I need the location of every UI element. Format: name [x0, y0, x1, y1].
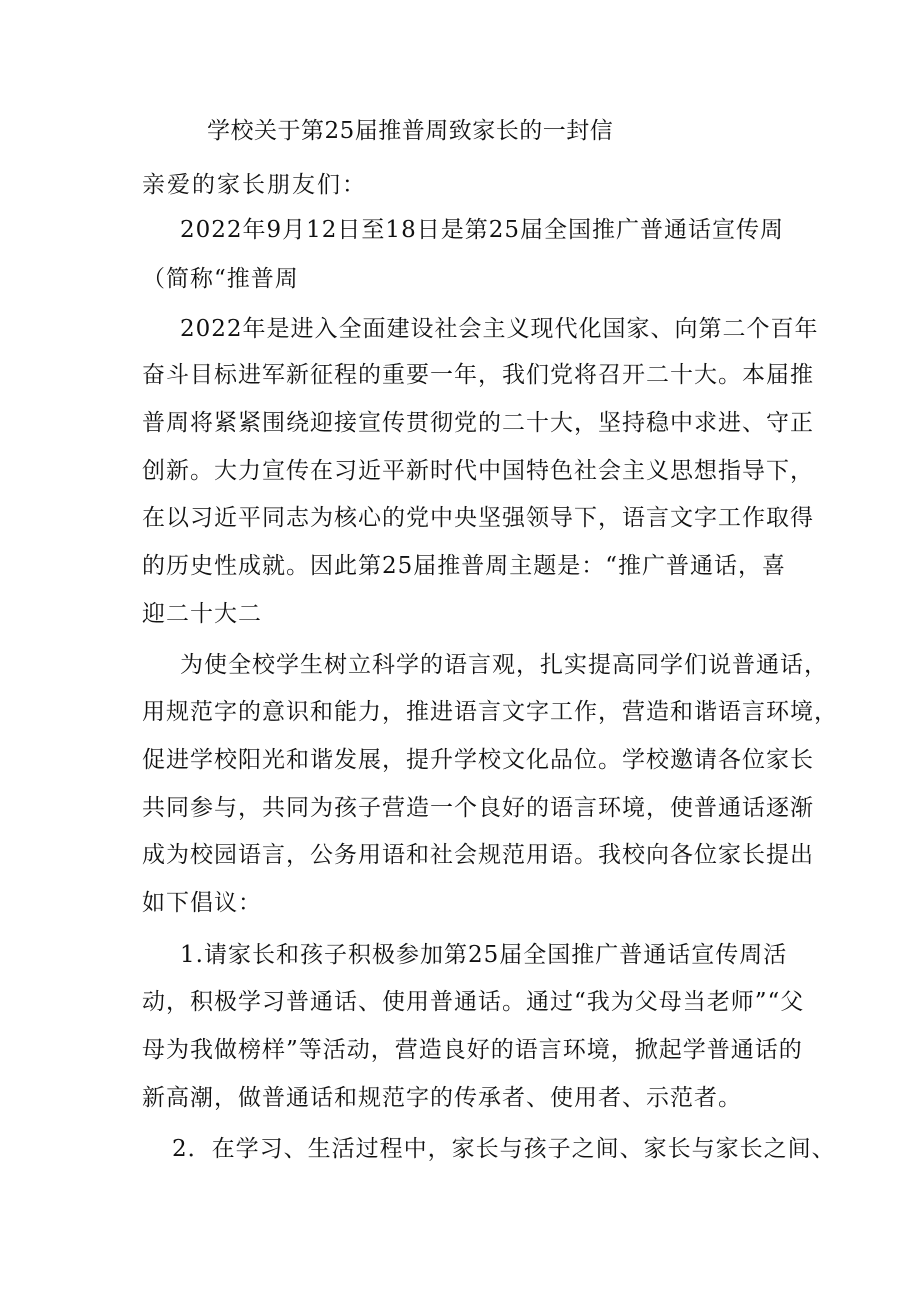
- paragraph-1-line-2: （简称“推普周: [142, 266, 299, 292]
- letter-title: 学校关于第25届推普周致家长的一封信: [207, 118, 614, 144]
- paragraph-3-line-6: 如下倡议：: [142, 890, 262, 916]
- paragraph-3-line-2: 用规范字的意识和能力，推进语言文字工作，营造和谐语言环境，: [142, 699, 838, 725]
- paragraph-2-line-7: 迎二十大二: [142, 601, 262, 627]
- greeting: 亲爱的家长朋友们：: [142, 172, 367, 198]
- paragraph-2-line-1: 2022年是进入全面建设社会主义现代化国家、向第二个百年: [180, 316, 819, 342]
- paragraph-4-line-2: 动，积极学习普通话、使用普通话。通过“我为父母当老师”“父: [142, 989, 805, 1015]
- paragraph-3-line-1: 为使全校学生树立科学的语言观，扎实提高同学们说普通话，: [180, 652, 828, 678]
- paragraph-4-line-3: 母为我做榜样”等活动，营造良好的语言环境，掀起学普通话的: [142, 1037, 803, 1063]
- paragraph-2-line-4: 创新。大力宣传在习近平新时代中国特色社会主义思想指导下，: [142, 458, 814, 484]
- paragraph-1-line-1: 2022年9月12日至18日是第25届全国推广普通话宣传周: [180, 217, 784, 243]
- paragraph-4-line-1: 1.请家长和孩子积极参加第25届全国推广普通话宣传周活: [180, 942, 788, 968]
- paragraph-3-line-3: 促进学校阳光和谐发展，提升学校文化品位。学校邀请各位家长: [142, 747, 814, 773]
- paragraph-2-line-3: 普周将紧紧围绕迎接宣传贯彻党的二十大，坚持稳中求进、守正: [142, 410, 814, 436]
- paragraph-4-line-4: 新高潮，做普通话和规范字的传承者、使用者、示范者。: [142, 1085, 742, 1111]
- paragraph-3-line-4: 共同参与，共同为孩子营造一个良好的语言环境，使普通话逐渐: [142, 795, 814, 821]
- paragraph-3-line-5: 成为校园语言，公务用语和社会规范用语。我校向各位家长提出: [142, 842, 814, 868]
- paragraph-2-line-6: 的历史性成就。因此第25届推普周主题是：“推广普通话，喜: [142, 553, 787, 579]
- paragraph-5-line-1: 2．在学习、生活过程中，家长与孩子之间、家长与家长之间、: [172, 1136, 836, 1162]
- paragraph-2-line-5: 在以习近平同志为核心的党中央坚强领导下，语言文字工作取得: [142, 505, 814, 531]
- paragraph-2-line-2: 奋斗目标进军新征程的重要一年，我们党将召开二十大。本届推: [142, 362, 814, 388]
